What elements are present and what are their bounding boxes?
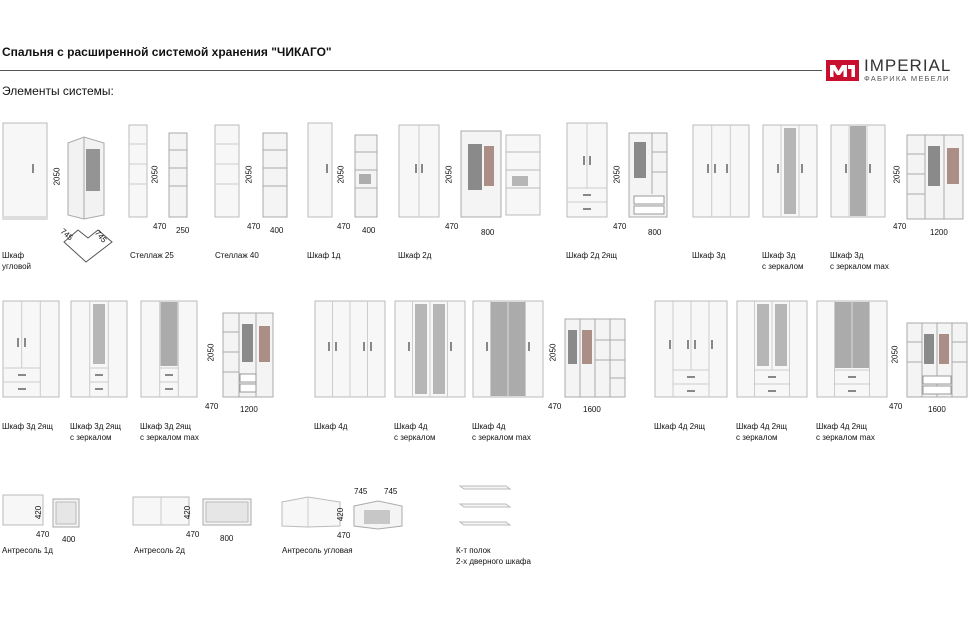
item-label: Шкаф 4д 2ящ с зеркалом max (816, 422, 875, 442)
dim-width: 1600 (583, 405, 601, 414)
item-label: Шкаф 3д с зеркалом max (830, 251, 889, 271)
dim-height: 420 (34, 505, 44, 520)
dim-width: 400 (270, 226, 284, 235)
dim-width: 1200 (930, 228, 948, 237)
wardrobe-3d-2drawers-open (222, 312, 274, 398)
dim-width: 800 (220, 534, 234, 543)
dim-depth: 470 (548, 402, 562, 411)
item-label: Шкаф 4д с зеркалом max (472, 422, 531, 442)
dim-width: 250 (176, 226, 190, 235)
item-label: Шкаф 1д (307, 251, 341, 260)
item-label: Антресоль 2д (134, 546, 185, 555)
dim-width: 400 (362, 226, 376, 235)
item-label: Стеллаж 40 (215, 251, 259, 260)
logo-name: IMPERIAL (864, 56, 952, 75)
wardrobe-4d-2drawers-mirror-max-front (816, 300, 888, 398)
mezzanine-corner-front (280, 496, 342, 528)
dim-width: 800 (481, 228, 495, 237)
page-title: Спальня с расширенной системой хранения "ЧИКАГО" (2, 45, 332, 59)
wardrobe-4d-2drawers-front (654, 300, 728, 398)
dim-depth: 470 (613, 222, 627, 231)
item-label: Шкаф 4д 2ящ с зеркалом (736, 422, 787, 442)
wardrobe-2d-2drawers-open (628, 132, 668, 218)
dim-height: 2050 (336, 165, 346, 184)
wardrobe-3d-mirror-front (762, 124, 818, 218)
item-label: Шкаф 3д (692, 251, 726, 260)
logo-tagline: ФАБРИКА МЕБЕЛИ (864, 74, 950, 83)
dim-depth: 745 (58, 226, 75, 243)
item-label: Шкаф угловой (2, 251, 32, 271)
dim-depth: 745 (92, 228, 109, 245)
wardrobe-3d-open (906, 134, 964, 220)
item-label: Антресоль 1д (2, 546, 53, 555)
dim-height: 420 (183, 505, 193, 520)
wardrobe-3d-front (692, 124, 750, 218)
wardrobe-4d-2drawers-mirror-front (736, 300, 808, 398)
dim-depth: 470 (36, 530, 50, 539)
shelf-kit (458, 480, 512, 530)
wardrobe-4d-open (564, 318, 626, 398)
wardrobe-2d-open (460, 130, 542, 218)
item-label: Шкаф 4д (314, 422, 348, 431)
wardrobe-2d-2drawers-front (566, 122, 608, 218)
dim-depth: 470 (337, 531, 351, 540)
section-subtitle: Элементы системы: (2, 84, 114, 98)
corner-wardrobe-front (2, 122, 48, 222)
dim-depth: 470 (153, 222, 167, 231)
shelf-25-side (168, 132, 188, 218)
dim-depth: 470 (247, 222, 261, 231)
wardrobe-2d-front (398, 124, 440, 218)
dim-height: 2050 (890, 345, 900, 364)
dim-width: 800 (648, 228, 662, 237)
item-label: Шкаф 2д 2ящ (566, 251, 617, 260)
dim-width: 1200 (240, 405, 258, 414)
dim-height: 2050 (244, 165, 254, 184)
dim-width: 1600 (928, 405, 946, 414)
item-label: К-т полок 2-х дверного шкафа (456, 546, 531, 566)
dim-height: 2050 (612, 165, 622, 184)
wardrobe-4d-front (314, 300, 386, 398)
dim-width: 400 (62, 535, 76, 544)
item-label: Шкаф 4д 2ящ (654, 422, 705, 431)
dim-depth: 470 (186, 530, 200, 539)
wardrobe-1d-open (354, 134, 378, 218)
dim-depth: 745 (354, 487, 368, 496)
wardrobe-3d-2drawers-mirror-max-front (140, 300, 198, 398)
shelf-40-side (262, 132, 288, 218)
brand-logo (826, 58, 968, 84)
dim-depth: 470 (445, 222, 459, 231)
dim-depth: 470 (893, 222, 907, 231)
dim-height: 2050 (150, 165, 160, 184)
header-divider (0, 70, 822, 71)
mezzanine-2d-open (202, 498, 252, 526)
dim-depth: 745 (384, 487, 398, 496)
wardrobe-1d-front (307, 122, 333, 218)
item-label: Антресоль угловая (282, 546, 353, 555)
logo-mark-icon (826, 60, 859, 81)
item-label: Стеллаж 25 (130, 251, 174, 260)
wardrobe-4d-2drawers-open (906, 322, 968, 398)
item-label: Шкаф 3д 2ящ (2, 422, 53, 431)
wardrobe-3d-2drawers-mirror-front (70, 300, 128, 398)
dim-depth: 470 (205, 402, 219, 411)
dim-height: 2050 (206, 343, 216, 362)
shelf-40-front (214, 124, 240, 218)
wardrobe-3d-2drawers-front (2, 300, 60, 398)
dim-depth: 470 (889, 402, 903, 411)
dim-height: 2050 (52, 167, 62, 186)
item-label: Шкаф 3д 2ящ с зеркалом (70, 422, 121, 442)
dim-depth: 470 (337, 222, 351, 231)
wardrobe-4d-mirror-max-front (472, 300, 544, 398)
shelf-25-front (128, 124, 148, 218)
corner-wardrobe-open (66, 135, 106, 219)
mezzanine-corner-open (352, 500, 404, 530)
mezzanine-1d-open (52, 498, 80, 528)
dim-height: 420 (336, 507, 346, 522)
item-label: Шкаф 4д с зеркалом (394, 422, 436, 442)
item-label: Шкаф 3д 2ящ с зеркалом max (140, 422, 199, 442)
wardrobe-3d-mirror-max-front (830, 124, 886, 218)
mezzanine-2d-front (132, 496, 193, 526)
item-label: Шкаф 3д с зеркалом (762, 251, 804, 271)
item-label: Шкаф 2д (398, 251, 432, 260)
wardrobe-4d-mirror-front (394, 300, 466, 398)
dim-height: 2050 (444, 165, 454, 184)
dim-height: 2050 (892, 165, 902, 184)
dim-height: 2050 (548, 343, 558, 362)
